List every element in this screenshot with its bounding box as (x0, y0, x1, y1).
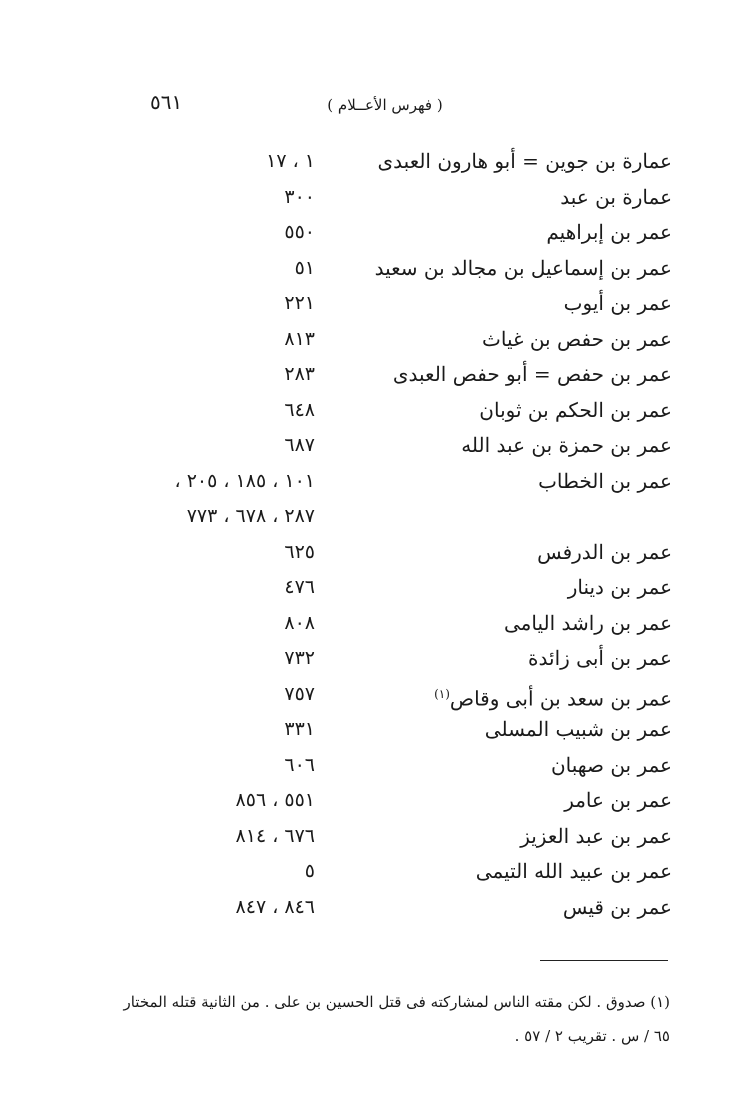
index-entry (0, 891, 748, 927)
index-entry (0, 642, 748, 678)
entry-name (560, 181, 672, 213)
entry-name (430, 678, 672, 715)
entry-name-text: عمر بن حفص = أبو حفص العبدى (392, 362, 672, 386)
entry-name (563, 891, 672, 923)
entry-page-numbers: ٥٥٠ (284, 221, 315, 243)
entry-name (375, 252, 672, 284)
index-entry (0, 500, 748, 536)
entry-name-text: عمر بن شبيب المسلى (484, 717, 672, 741)
index-entry (0, 678, 748, 714)
entry-name (564, 287, 672, 319)
entry-name-text: عمر بن الدرفس (537, 539, 672, 564)
index-entry (0, 323, 748, 359)
entry-page-numbers: ٦٢٥ (284, 540, 315, 563)
footnote-line-2: ٦٥ / س . تقريب ٢ / ٥٧ . (514, 1027, 670, 1045)
entry-page-numbers: ٦٧٦ ، ٨١٤ (235, 824, 315, 847)
index-entry (0, 358, 748, 394)
entry-name (479, 394, 672, 426)
footnote-line-1: (١) صدوق . لكن مقته الناس لمشاركته فى قتل الحسين بن على . من الثانية قتله المختار (123, 993, 670, 1011)
entry-name-text: عمر بن دينار (567, 575, 672, 599)
entry-page-numbers: ٨٤٦ ، ٨٤٧ (235, 895, 315, 918)
index-entry (0, 287, 748, 323)
entry-page-numbers: ٦٠٦ (284, 753, 315, 776)
entry-name (482, 323, 672, 355)
entry-name-text: عمر بن عامر (564, 788, 672, 812)
entry-name (564, 784, 672, 816)
entry-page-numbers: ٧٣٢ (284, 647, 315, 669)
entry-name-text: عمر بن أيوب (563, 291, 672, 315)
index-entry (0, 749, 748, 785)
index-entries-list (0, 145, 748, 926)
entry-name-text: عمر بن قيس (562, 894, 672, 919)
entry-page-numbers: ٢٢١ (284, 292, 315, 314)
index-entry (0, 571, 748, 607)
entry-name-text: عمر بن صهبان (550, 752, 672, 777)
entry-page-numbers: ١ ، ١٧ (266, 150, 315, 172)
entry-page-numbers: ٦٤٨ (284, 398, 315, 421)
entry-name-text: عمر بن حمزة بن عبد الله (461, 433, 672, 457)
index-entry (0, 784, 748, 820)
running-header-title: ( فهرس الأعــلام ) (327, 96, 443, 114)
entry-name-text: عمر بن عبيد الله التيمى (475, 859, 672, 883)
footnote (70, 985, 670, 1053)
entry-page-numbers: ١٠١ ، ١٨٥ ، ٢٠٥ ، (174, 469, 315, 492)
index-entry (0, 181, 748, 217)
index-entry (0, 607, 748, 643)
entry-page-numbers: ٢٨٧ ، ٦٧٨ ، ٧٧٣ (186, 505, 315, 527)
entry-name-text: عمر بن إبراهيم (546, 220, 672, 244)
entry-name (537, 536, 672, 568)
entry-name (546, 216, 672, 248)
entry-page-numbers: ٣٣١ (284, 718, 315, 740)
entry-name (551, 749, 672, 781)
footnote-reference: (١) (434, 686, 450, 701)
entry-name-text: عمر بن أبى زائدة (528, 646, 672, 670)
index-entry (0, 855, 748, 891)
entry-page-numbers: ٣٠٠ (284, 185, 315, 208)
entry-name (504, 607, 672, 639)
footnote-separator (540, 960, 668, 961)
entry-name-text: عمر بن عبد العزيز (520, 823, 672, 848)
entry-name (476, 855, 672, 887)
entry-name (485, 713, 672, 745)
entry-name-text: عمارة بن جوين = أبو هارون العبدى (377, 149, 672, 173)
index-entry (0, 429, 748, 465)
entry-page-numbers: ٨١٣ (284, 327, 315, 350)
entry-name (461, 429, 672, 461)
entry-name (520, 820, 672, 852)
index-entry (0, 394, 748, 430)
entry-page-numbers: ٦٨٧ (284, 434, 315, 456)
entry-name (538, 465, 672, 497)
entry-name-text: عمر بن الخطاب (538, 468, 672, 493)
entry-name (393, 358, 672, 390)
index-entry (0, 536, 748, 572)
entry-name-text: عمر بن سعد بن أبى وقاص (449, 686, 672, 711)
entry-page-numbers: ٢٨٣ (284, 363, 315, 385)
entry-name-text: عمارة بن عبد (560, 184, 672, 209)
entry-name (378, 145, 673, 177)
entry-name-text: عمر بن إسماعيل بن مجالد بن سعيد (374, 255, 672, 280)
entry-page-numbers: ٨٠٨ (284, 611, 315, 634)
entry-page-numbers: ٥ (304, 860, 315, 882)
entry-name-text: عمر بن حفص بن غياث (482, 326, 672, 351)
index-entry (0, 820, 748, 856)
entry-page-numbers: ٧٥٧ (284, 682, 315, 705)
index-entry (0, 252, 748, 288)
index-entry (0, 713, 748, 749)
index-entry (0, 145, 748, 181)
entry-page-numbers: ٤٧٦ (284, 576, 315, 598)
entry-page-numbers: ٥١ (294, 256, 315, 279)
index-entry (0, 216, 748, 252)
entry-name-text: عمر بن راشد اليامى (503, 610, 672, 635)
page-number: ٥٦١ (150, 90, 183, 114)
entry-page-numbers: ٥٥١ ، ٨٥٦ (235, 789, 315, 811)
entry-name (528, 642, 672, 674)
index-entry (0, 465, 748, 501)
entry-name-text: عمر بن الحكم بن ثوبان (479, 397, 672, 422)
entry-name (568, 571, 672, 603)
